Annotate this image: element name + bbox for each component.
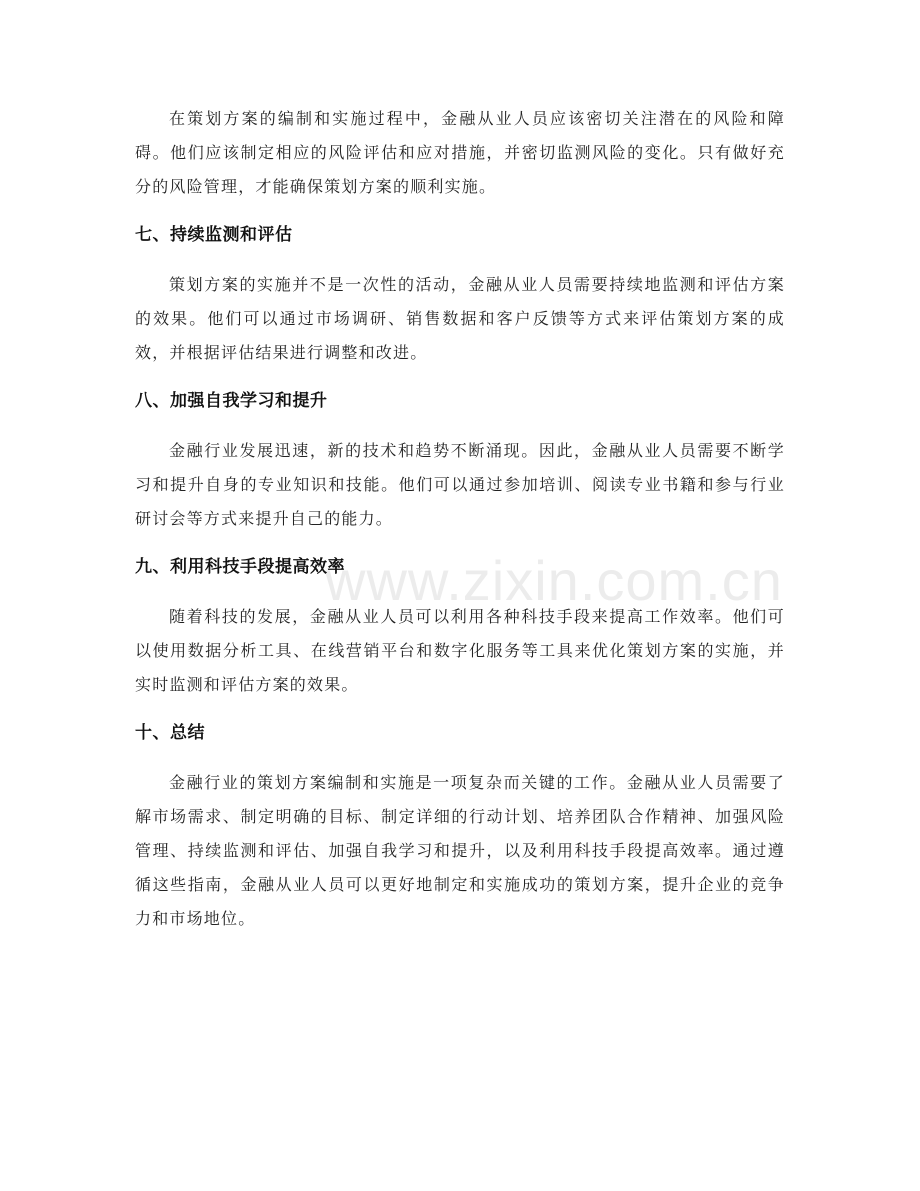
section-heading-10: 十、总结 — [135, 723, 205, 743]
document-body — [135, 102, 785, 936]
spacer — [135, 252, 785, 268]
section-heading-9: 九、利用科技手段提高效率 — [135, 557, 345, 577]
watermark: www.zixin.com.cn — [325, 549, 783, 612]
spacer — [135, 750, 785, 766]
spacer — [135, 204, 785, 218]
spacer — [135, 536, 785, 550]
spacer — [135, 418, 785, 434]
section-paragraph-9: 随着科技的发展，金融从业人员可以利用各种科技手段来提高工作效率。他们可以使用数据分析工具、在线营销平台和数字化服务等工具来优化策划方案的实施，并实时监测和评估方案的效果。 — [135, 607, 785, 694]
section-heading-8: 八、加强自我学习和提升 — [135, 391, 328, 411]
spacer — [135, 584, 785, 600]
section-heading-7: 七、持续监测和评估 — [135, 225, 293, 245]
section-paragraph-7: 策划方案的实施并不是一次性的活动，金融从业人员需要持续地监测和评估方案的效果。他们可以通过市场调研、销售数据和客户反馈等方式来评估策划方案的成效，并根据评估结果进行调整和改进。 — [135, 275, 785, 362]
spacer — [135, 370, 785, 384]
section-paragraph-10: 金融行业的策划方案编制和实施是一项复杂而关键的工作。金融从业人员需要了解市场需求、制定明确的目标、制定详细的行动计划、培养团队合作精神、加强风险管理、持续监测和评估、加强自我学习和提升，以及利用科技手段提高效率。通过遵循这些指南，金融从业人员可以更好地制定和实施成功的策划方案，提升企业的竞争力和市场地位。 — [135, 773, 785, 928]
spacer — [135, 702, 785, 716]
intro-paragraph: 在策划方案的编制和实施过程中，金融从业人员应该密切关注潜在的风险和障碍。他们应该制定相应的风险评估和应对措施，并密切监测风险的变化。只有做好充分的风险管理，才能确保策划方案的顺利实施。 — [135, 109, 785, 196]
section-paragraph-8: 金融行业发展迅速，新的技术和趋势不断涌现。因此，金融从业人员需要不断学习和提升自身的专业知识和技能。他们可以通过参加培训、阅读专业书籍和参与行业研讨会等方式来提升自己的能力。 — [135, 441, 785, 528]
